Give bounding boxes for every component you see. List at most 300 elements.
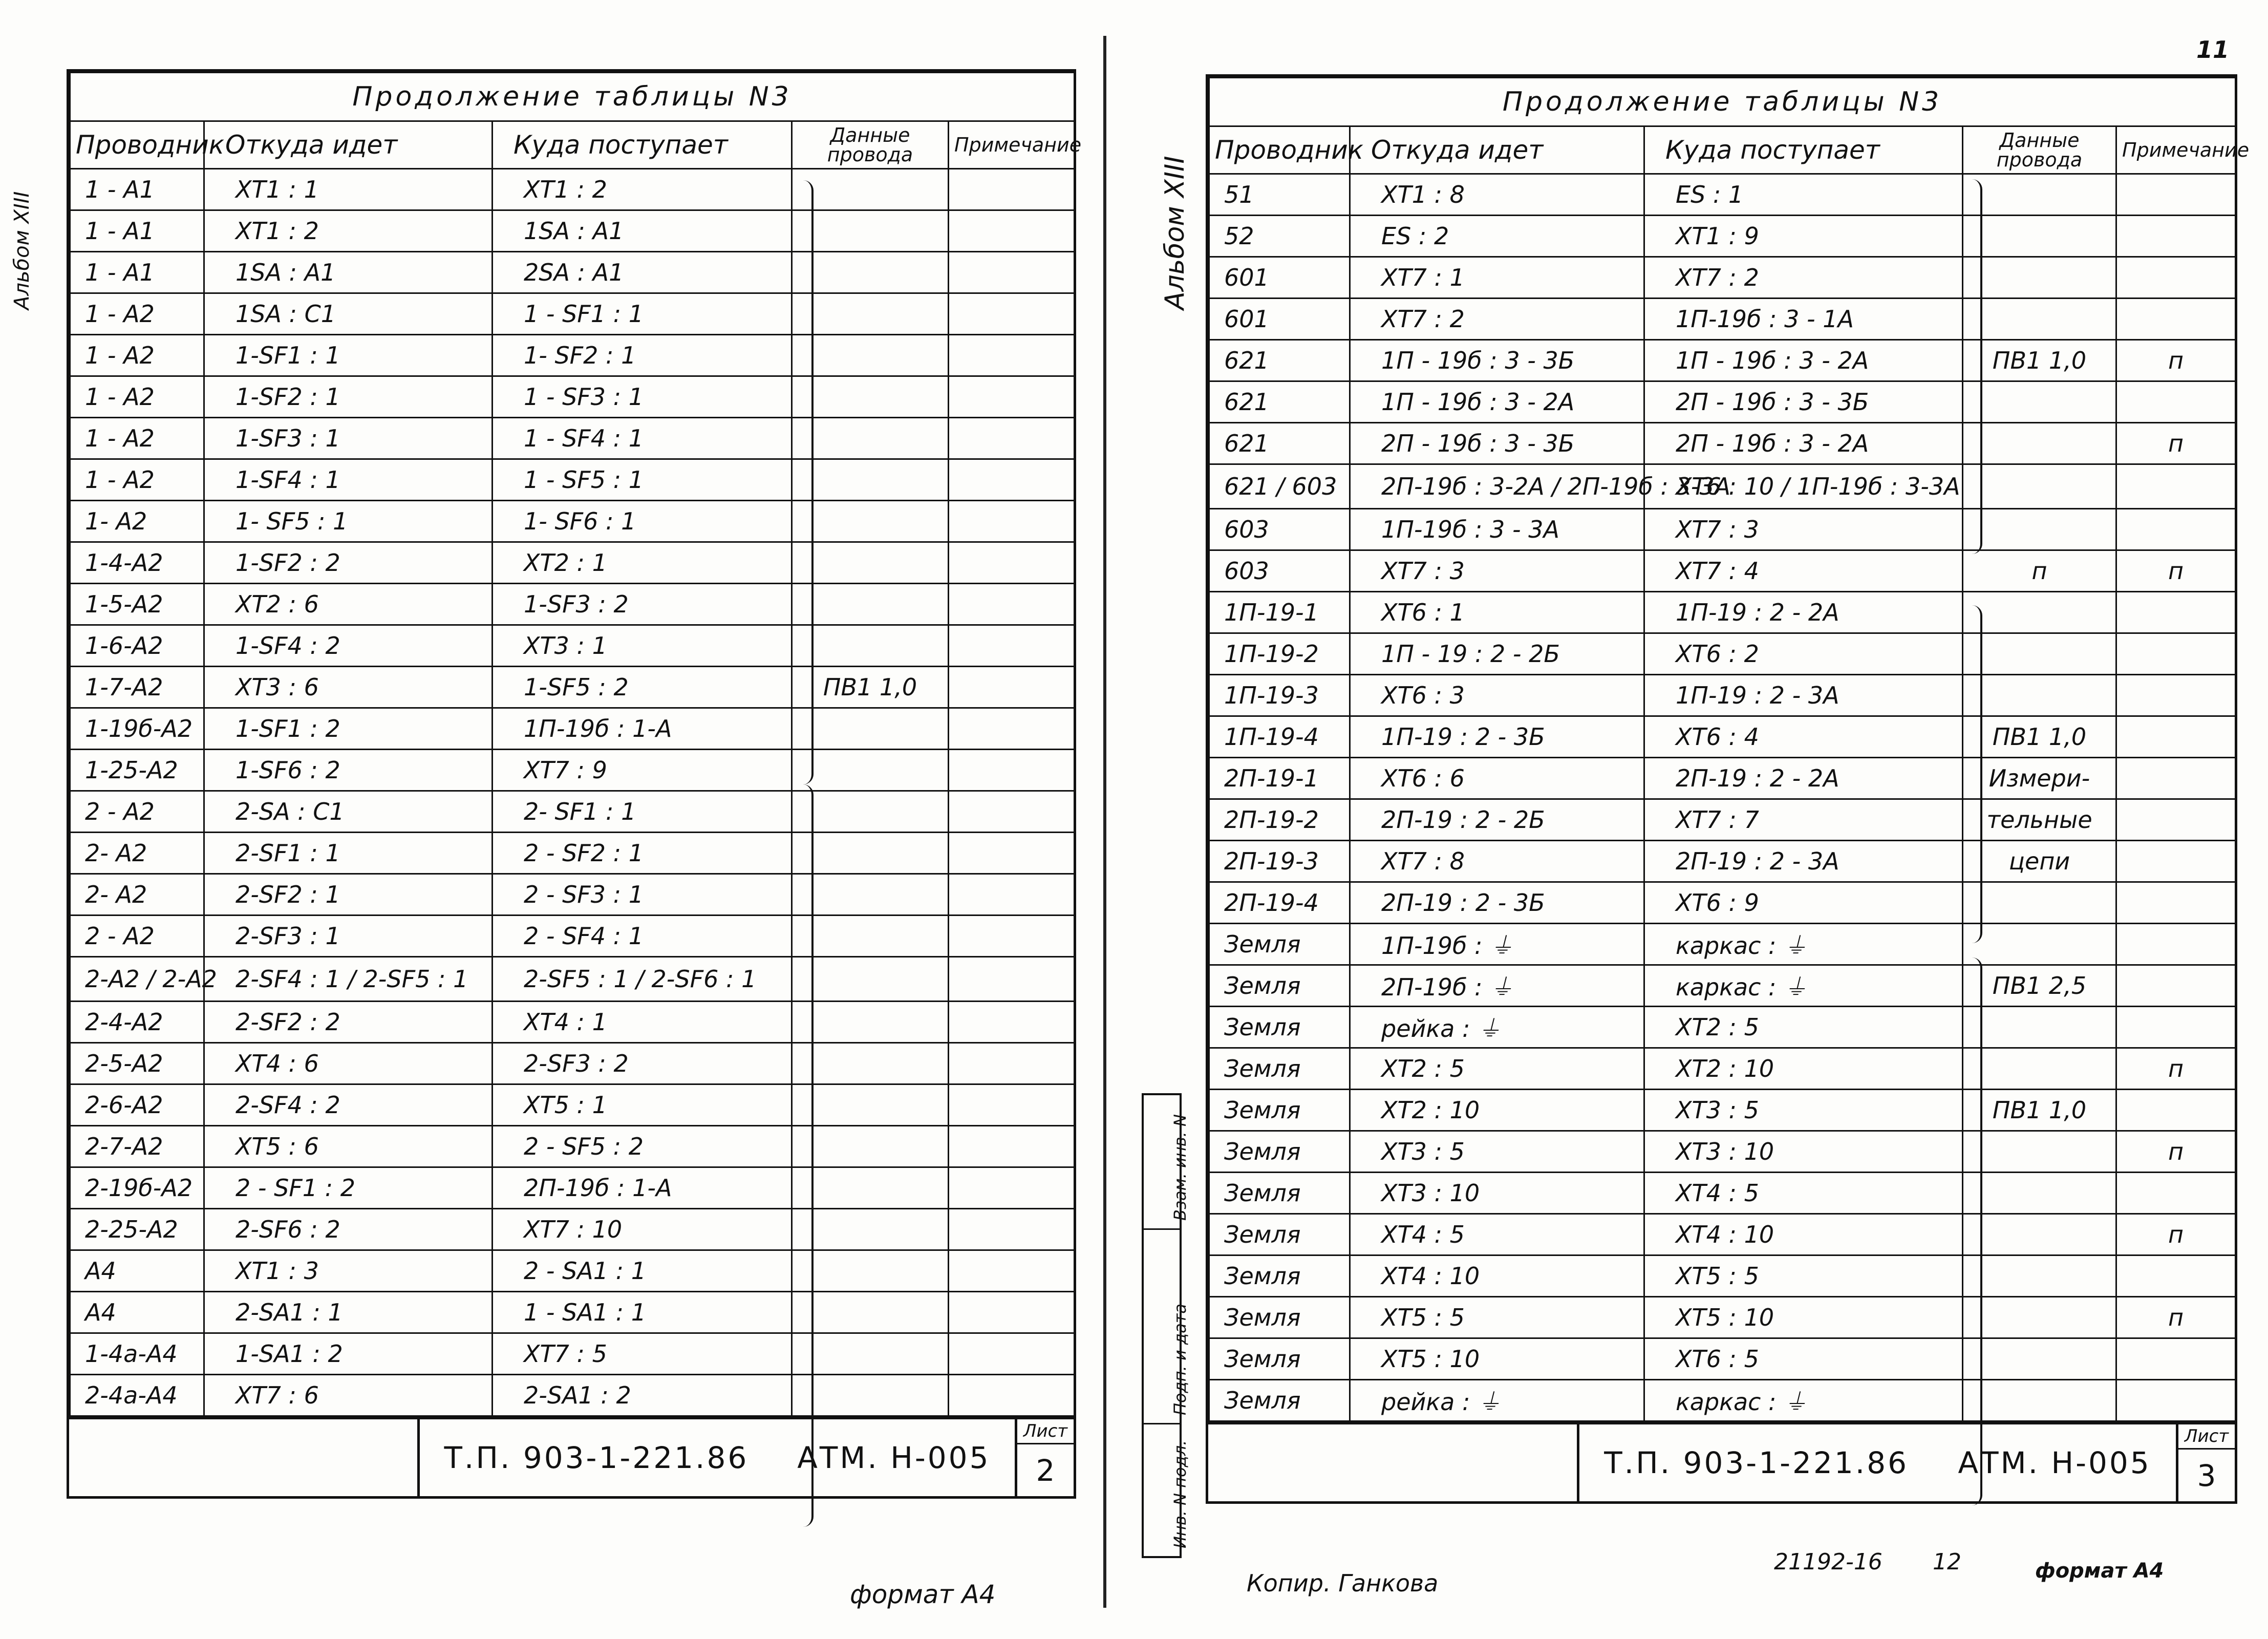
cell-from: 2П - 19б : 3 - 3Б xyxy=(1350,423,1644,464)
cell-wire-data xyxy=(792,1333,949,1375)
cell-wire-data xyxy=(792,1375,949,1416)
table-row xyxy=(70,459,1075,501)
cell-from: 1-SF2 : 2 xyxy=(204,542,493,584)
cell-from: XT7 : 3 xyxy=(1350,550,1644,592)
cell-to: 1П-19б : 1-A xyxy=(493,708,792,750)
table-row xyxy=(1209,509,2236,550)
cell-to: XT6 : 2 xyxy=(1644,633,1963,675)
table-row xyxy=(70,1333,1075,1375)
cell-wire-data xyxy=(792,916,949,957)
cell-conductor: 1 - A1 xyxy=(70,210,204,252)
cell-from: 1-SF4 : 1 xyxy=(204,459,493,501)
cell-from: XT5 : 6 xyxy=(204,1126,493,1167)
table-row xyxy=(1209,550,2236,592)
right-sheet-box xyxy=(2178,1424,2235,1501)
cell-wire-data xyxy=(792,418,949,459)
right-brace-upper xyxy=(1971,179,1982,554)
cell-conductor: 52 xyxy=(1209,216,1350,257)
cell-note xyxy=(2116,841,2236,882)
cell-wire-data xyxy=(792,625,949,667)
cell-to: 2 - SF4 : 1 xyxy=(493,916,792,957)
cell-wire-data xyxy=(792,459,949,501)
table-row xyxy=(1209,1338,2236,1380)
cell-conductor: 2П-19-3 xyxy=(1209,841,1350,882)
cell-note xyxy=(949,293,1075,335)
cell-wire-data xyxy=(1963,257,2116,299)
cell-wire-data: ПВ1 1,0 xyxy=(1963,716,2116,758)
cell-to: XT6 : 5 xyxy=(1644,1338,1963,1380)
cell-conductor: 1 - A2 xyxy=(70,418,204,459)
table-row xyxy=(1209,965,2236,1007)
cell-to: 1П-19 : 2 - 3A xyxy=(1644,675,1963,716)
cell-to: XT5 : 1 xyxy=(493,1084,792,1126)
table-row xyxy=(70,1375,1075,1416)
table-row xyxy=(1209,716,2236,758)
cell-conductor: Земля xyxy=(1209,1338,1350,1380)
cell-conductor: 2-4a-A4 xyxy=(70,1375,204,1416)
cell-from: 1SA : A1 xyxy=(204,252,493,293)
table-row xyxy=(1209,423,2236,464)
cell-note xyxy=(949,1043,1075,1084)
cell-to: XT7 : 4 xyxy=(1644,550,1963,592)
left-brace-upper xyxy=(802,180,814,784)
right-format-label: формат А4 xyxy=(2035,1559,2164,1583)
cell-conductor: 51 xyxy=(1209,174,1350,216)
header-wire-data: Данные провода xyxy=(1963,126,2116,174)
cell-note xyxy=(949,708,1075,750)
left-format-label: формат А4 xyxy=(850,1580,996,1609)
left-doc-code: АТМ. Н-005 xyxy=(797,1440,991,1475)
cell-from: XT7 : 6 xyxy=(204,1375,493,1416)
right-title-blank xyxy=(1208,1424,1579,1501)
cell-note xyxy=(949,418,1075,459)
cell-note xyxy=(949,1250,1075,1292)
cell-note xyxy=(949,376,1075,418)
cell-from: XT2 : 5 xyxy=(1350,1048,1644,1090)
cell-wire-data xyxy=(1963,924,2116,965)
cell-to: 1П-19б : 3 - 1A xyxy=(1644,299,1963,340)
cell-from: XT5 : 10 xyxy=(1350,1338,1644,1380)
cell-to: XT2 : 1 xyxy=(493,542,792,584)
cell-conductor: 2-7-A2 xyxy=(70,1126,204,1167)
right-copier-label: Копир. Ганкова xyxy=(1247,1569,1439,1597)
left-side-label: Альбом XIII xyxy=(10,191,34,310)
right-brace-lower xyxy=(1971,957,1982,1505)
cell-from: 2-SF2 : 1 xyxy=(204,874,493,916)
cell-to: XT7 : 3 xyxy=(1644,509,1963,550)
cell-to: XT5 : 5 xyxy=(1644,1255,1963,1297)
table-row xyxy=(70,169,1075,210)
cell-note xyxy=(949,1209,1075,1250)
cell-wire-data xyxy=(1963,509,2116,550)
cell-from: 2-SF3 : 1 xyxy=(204,916,493,957)
cell-from: XT2 : 10 xyxy=(1350,1090,1644,1131)
right-brace-middle xyxy=(1971,605,1982,943)
table-row xyxy=(1209,1131,2236,1173)
cell-wire-data xyxy=(792,584,949,625)
cell-note xyxy=(949,1167,1075,1209)
cell-note: п xyxy=(2116,550,2236,592)
cell-to: XT1 : 9 xyxy=(1644,216,1963,257)
cell-from: XT1 : 3 xyxy=(204,1250,493,1292)
cell-wire-data xyxy=(792,1209,949,1250)
right-doc-code: АТМ. Н-005 xyxy=(1958,1445,2151,1480)
cell-to: 2П-19 : 2 - 3A xyxy=(1644,841,1963,882)
cell-conductor: 2-6-A2 xyxy=(70,1084,204,1126)
table-row xyxy=(1209,1380,2236,1421)
cell-from: 2-SA1 : 1 xyxy=(204,1292,493,1333)
cell-to: 2П-19 : 2 - 2A xyxy=(1644,758,1963,799)
cell-conductor: 1 - A1 xyxy=(70,252,204,293)
cell-wire-data xyxy=(792,750,949,791)
cell-wire-data xyxy=(792,1167,949,1209)
cell-from: XT3 : 5 xyxy=(1350,1131,1644,1173)
cell-conductor: 1-6-A2 xyxy=(70,625,204,667)
cell-from: 1-SF2 : 1 xyxy=(204,376,493,418)
cell-wire-data xyxy=(1963,592,2116,633)
cell-to: 2П-19б : 1-A xyxy=(493,1167,792,1209)
left-sheet xyxy=(10,69,1082,1609)
table-row xyxy=(70,1250,1075,1292)
cell-wire-data xyxy=(792,833,949,874)
cell-wire-data: тельные xyxy=(1963,799,2116,841)
cell-to: XT2 : 10 xyxy=(1644,1048,1963,1090)
table-row xyxy=(1209,1090,2236,1131)
cell-note xyxy=(2116,592,2236,633)
cell-conductor: 2П-19-4 xyxy=(1209,882,1350,924)
cell-conductor: A4 xyxy=(70,1250,204,1292)
cell-conductor: 1 - A2 xyxy=(70,293,204,335)
right-project-code: Т.П. 903-1-221.86 xyxy=(1604,1445,1909,1480)
cell-note xyxy=(949,1126,1075,1167)
table-row xyxy=(70,293,1075,335)
cell-conductor: Земля xyxy=(1209,924,1350,965)
cell-to: 2- SF1 : 1 xyxy=(493,791,792,833)
header-wire-data: Данные провода xyxy=(792,121,949,169)
cell-wire-data xyxy=(792,1250,949,1292)
right-title-block xyxy=(1208,1422,2235,1501)
cell-to: 1SA : A1 xyxy=(493,210,792,252)
table-row xyxy=(70,791,1075,833)
cell-conductor: 2-19б-A2 xyxy=(70,1167,204,1209)
cell-conductor: A4 xyxy=(70,1292,204,1333)
cell-to: каркас : ⏚ xyxy=(1644,924,1963,965)
cell-wire-data: ПВ1 1,0 xyxy=(1963,1090,2116,1131)
cell-conductor: 1П-19-4 xyxy=(1209,716,1350,758)
right-caption: Продолжение таблицы N3 xyxy=(1209,78,2236,126)
cell-from: 2П-19б : ⏚ xyxy=(1350,965,1644,1007)
cell-note xyxy=(949,1375,1075,1416)
cell-note xyxy=(2116,882,2236,924)
cell-conductor: 1-4a-A4 xyxy=(70,1333,204,1375)
cell-to: каркас : ⏚ xyxy=(1644,965,1963,1007)
cell-from: XT1 : 2 xyxy=(204,210,493,252)
cell-conductor: 621 xyxy=(1209,381,1350,423)
cell-wire-data xyxy=(1963,882,2116,924)
table-row xyxy=(70,1126,1075,1167)
right-sheet-label: Лист xyxy=(2178,1424,2235,1450)
left-sheet-number: 2 xyxy=(1036,1453,1055,1488)
table-row xyxy=(70,625,1075,667)
table-row xyxy=(1209,1214,2236,1255)
table-row xyxy=(1209,1255,2236,1297)
table-row xyxy=(70,376,1075,418)
cell-note xyxy=(2116,1380,2236,1421)
cell-wire-data xyxy=(1963,464,2116,509)
cell-to: каркас : ⏚ xyxy=(1644,1380,1963,1421)
table-row xyxy=(1209,381,2236,423)
cell-wire-data xyxy=(792,874,949,916)
header-from: Откуда идет xyxy=(1350,126,1644,174)
cell-note xyxy=(949,750,1075,791)
cell-note xyxy=(2116,1090,2236,1131)
cell-note xyxy=(949,957,1075,1002)
cell-from: XT1 : 8 xyxy=(1350,174,1644,216)
table-row xyxy=(70,1167,1075,1209)
cell-from: XT6 : 1 xyxy=(1350,592,1644,633)
cell-from: ES : 2 xyxy=(1350,216,1644,257)
cell-from: 1-SF1 : 1 xyxy=(204,335,493,376)
right-page-number: 11 xyxy=(2196,36,2230,63)
cell-from: 1-SF3 : 1 xyxy=(204,418,493,459)
cell-note xyxy=(2116,716,2236,758)
cell-note xyxy=(949,252,1075,293)
cell-conductor: 2 - A2 xyxy=(70,791,204,833)
table-row xyxy=(70,916,1075,957)
cell-conductor: Земля xyxy=(1209,1131,1350,1173)
cell-wire-data xyxy=(1963,174,2116,216)
cell-from: XT7 : 1 xyxy=(1350,257,1644,299)
cell-from: 2-SF4 : 2 xyxy=(204,1084,493,1126)
cell-from: XT7 : 8 xyxy=(1350,841,1644,882)
cell-note: п xyxy=(2116,1131,2236,1173)
cell-from: 1-SF1 : 2 xyxy=(204,708,493,750)
cell-note xyxy=(949,874,1075,916)
cell-conductor: Земля xyxy=(1209,1007,1350,1048)
table-row xyxy=(1209,1173,2236,1214)
cell-note xyxy=(2116,381,2236,423)
cell-conductor: 2 - A2 xyxy=(70,916,204,957)
cell-note xyxy=(949,1084,1075,1126)
cell-conductor: Земля xyxy=(1209,965,1350,1007)
cell-to: XT6 : 4 xyxy=(1644,716,1963,758)
cell-to: 2SA : A1 xyxy=(493,252,792,293)
cell-to: 1-SF5 : 2 xyxy=(493,667,792,708)
cell-to: 2П - 19б : 3 - 2A xyxy=(1644,423,1963,464)
cell-conductor: 2-A2 / 2-A2 xyxy=(70,957,204,1002)
cell-from: XT5 : 5 xyxy=(1350,1297,1644,1338)
cell-wire-data xyxy=(1963,1255,2116,1297)
cell-to: XT7 : 9 xyxy=(493,750,792,791)
cell-to: XT7 : 2 xyxy=(1644,257,1963,299)
cell-conductor: 1-25-A2 xyxy=(70,750,204,791)
cell-to: ES : 1 xyxy=(1644,174,1963,216)
cell-to: 2П - 19б : 3 - 3Б xyxy=(1644,381,1963,423)
cell-from: 2П-19б : 3-2A / 2П-19б : 3-3A xyxy=(1350,464,1644,509)
header-to: Куда поступает xyxy=(1644,126,1963,174)
cell-note xyxy=(949,916,1075,957)
cell-from: 1П - 19б : 3 - 3Б xyxy=(1350,340,1644,381)
cell-from: 1П - 19б : 3 - 2A xyxy=(1350,381,1644,423)
table-row xyxy=(1209,882,2236,924)
cell-to: XT7 : 5 xyxy=(493,1333,792,1375)
cell-wire-data xyxy=(792,1002,949,1043)
cell-wire-data xyxy=(792,1043,949,1084)
cell-wire-data xyxy=(1963,1048,2116,1090)
table-row xyxy=(70,874,1075,916)
cell-wire-data xyxy=(792,1292,949,1333)
cell-conductor: 603 xyxy=(1209,550,1350,592)
cell-to: 2 - SA1 : 1 xyxy=(493,1250,792,1292)
cell-note xyxy=(2116,464,2236,509)
cell-to: 1 - SF5 : 1 xyxy=(493,459,792,501)
cell-note xyxy=(2116,299,2236,340)
cell-conductor: 2-25-A2 xyxy=(70,1209,204,1250)
cell-wire-data xyxy=(792,293,949,335)
cell-to: 1 - SF1 : 1 xyxy=(493,293,792,335)
cell-note xyxy=(2116,924,2236,965)
right-sheet-number: 3 xyxy=(2197,1458,2216,1493)
cell-from: 1-SA1 : 2 xyxy=(204,1333,493,1375)
left-title-block xyxy=(69,1417,1074,1496)
header-conductor: Проводник xyxy=(70,121,204,169)
table-row xyxy=(1209,592,2236,633)
left-title-blank xyxy=(69,1419,420,1496)
table-row xyxy=(1209,1048,2236,1090)
header-from: Откуда идет xyxy=(204,121,493,169)
cell-wire-data xyxy=(1963,633,2116,675)
cell-to: XT4 : 5 xyxy=(1644,1173,1963,1214)
cell-from: XT6 : 6 xyxy=(1350,758,1644,799)
table-row xyxy=(70,418,1075,459)
right-order-number: 21192-16 xyxy=(1774,1549,1882,1575)
cell-to: XT4 : 10 xyxy=(1644,1214,1963,1255)
left-project-code: Т.П. 903-1-221.86 xyxy=(444,1440,749,1475)
cell-note: п xyxy=(2116,1214,2236,1255)
cell-to: XT3 : 5 xyxy=(1644,1090,1963,1131)
cell-note xyxy=(2116,1007,2236,1048)
cell-wire-data: ПВ1 1,0 xyxy=(792,667,949,708)
cell-note xyxy=(949,335,1075,376)
table-row xyxy=(70,542,1075,584)
cell-note xyxy=(2116,965,2236,1007)
cell-wire-data xyxy=(792,210,949,252)
table-row xyxy=(1209,758,2236,799)
cell-to: 1П - 19б : 3 - 2A xyxy=(1644,340,1963,381)
table-row xyxy=(1209,841,2236,882)
header-note: Примечание xyxy=(949,121,1075,169)
cell-from: XT3 : 6 xyxy=(204,667,493,708)
cell-from: рейка : ⏚ xyxy=(1350,1007,1644,1048)
cell-conductor: 621 xyxy=(1209,423,1350,464)
cell-conductor: 1-5-A2 xyxy=(70,584,204,625)
cell-note xyxy=(2116,174,2236,216)
cell-note xyxy=(2116,1338,2236,1380)
cell-to: XT7 : 10 xyxy=(493,1209,792,1250)
cell-wire-data xyxy=(792,1084,949,1126)
cell-conductor: 1-7-A2 xyxy=(70,667,204,708)
cell-wire-data xyxy=(1963,299,2116,340)
cell-from: XT2 : 6 xyxy=(204,584,493,625)
cell-note xyxy=(949,833,1075,874)
cell-to: 1П-19 : 2 - 2A xyxy=(1644,592,1963,633)
cell-wire-data xyxy=(792,791,949,833)
cell-note xyxy=(949,1292,1075,1333)
page-fold-line xyxy=(1103,36,1106,1608)
cell-note xyxy=(949,791,1075,833)
cell-note xyxy=(949,459,1075,501)
cell-wire-data xyxy=(1963,1338,2116,1380)
cell-to: XT6 : 9 xyxy=(1644,882,1963,924)
header-conductor: Проводник xyxy=(1209,126,1350,174)
approval-stamp-column xyxy=(1142,1093,1190,1558)
cell-from: 2-SF4 : 1 / 2-SF5 : 1 xyxy=(204,957,493,1002)
cell-note xyxy=(2116,1173,2236,1214)
cell-wire-data: Измери- xyxy=(1963,758,2116,799)
table-row xyxy=(70,1292,1075,1333)
left-sheet-label: Лист xyxy=(1017,1419,1074,1444)
left-wire-table xyxy=(69,72,1082,1417)
table-row xyxy=(1209,174,2236,216)
left-brace-lower xyxy=(802,784,814,1527)
left-title-code xyxy=(420,1419,1017,1496)
cell-wire-data xyxy=(792,542,949,584)
cell-to: 1- SF6 : 1 xyxy=(493,501,792,542)
table-row xyxy=(70,1043,1075,1084)
cell-from: 2-SA : C1 xyxy=(204,791,493,833)
stamp-cell-signature: Подп. и дата xyxy=(1144,1228,1180,1424)
cell-note xyxy=(949,625,1075,667)
cell-to: 1 - SA1 : 1 xyxy=(493,1292,792,1333)
cell-to: XT6 : 10 / 1П-19б : 3-3A xyxy=(1644,464,1963,509)
left-table-frame xyxy=(67,69,1082,1499)
cell-from: 1-SF6 : 2 xyxy=(204,750,493,791)
right-title-code xyxy=(1579,1424,2178,1501)
table-row xyxy=(70,1209,1075,1250)
table-row xyxy=(1209,257,2236,299)
cell-conductor: 2П-19-1 xyxy=(1209,758,1350,799)
cell-conductor: 1П-19-2 xyxy=(1209,633,1350,675)
cell-note xyxy=(2116,758,2236,799)
cell-to: 2-SA1 : 2 xyxy=(493,1375,792,1416)
cell-note xyxy=(2116,633,2236,675)
cell-from: 1П-19 : 2 - 3Б xyxy=(1350,716,1644,758)
cell-conductor: 1 - A1 xyxy=(70,169,204,210)
cell-to: 2-SF5 : 1 / 2-SF6 : 1 xyxy=(493,957,792,1002)
cell-conductor: 1 - A2 xyxy=(70,459,204,501)
cell-note xyxy=(2116,257,2236,299)
cell-from: 1П-19б : ⏚ xyxy=(1350,924,1644,965)
table-row xyxy=(1209,216,2236,257)
cell-to: XT4 : 1 xyxy=(493,1002,792,1043)
cell-wire-data xyxy=(1963,423,2116,464)
cell-conductor: Земля xyxy=(1209,1173,1350,1214)
cell-wire-data xyxy=(1963,1131,2116,1173)
left-caption: Продолжение таблицы N3 xyxy=(70,73,1075,121)
cell-wire-data xyxy=(792,708,949,750)
cell-from: 2П-19 : 2 - 2Б xyxy=(1350,799,1644,841)
cell-conductor: Земля xyxy=(1209,1380,1350,1421)
cell-from: 2П-19 : 2 - 3Б xyxy=(1350,882,1644,924)
table-row xyxy=(70,750,1075,791)
stamp-cell-replacement: Взам. инв. N xyxy=(1144,1095,1180,1230)
cell-conductor: 2- A2 xyxy=(70,874,204,916)
cell-from: 2 - SF1 : 2 xyxy=(204,1167,493,1209)
cell-note xyxy=(949,1333,1075,1375)
cell-to: XT2 : 5 xyxy=(1644,1007,1963,1048)
cell-from: 2-SF6 : 2 xyxy=(204,1209,493,1250)
right-wire-table xyxy=(1208,77,2250,1422)
